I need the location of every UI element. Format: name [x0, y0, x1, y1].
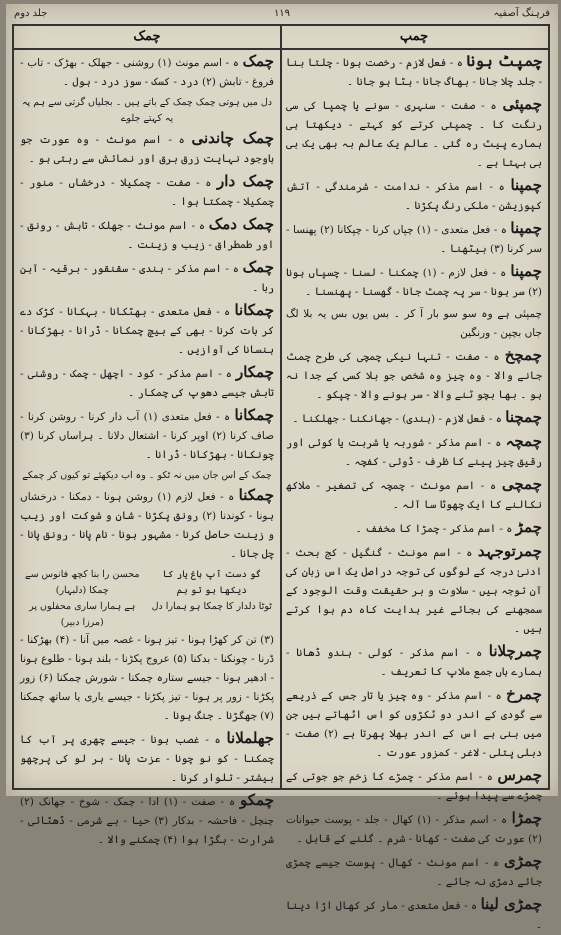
dictionary-entry [286, 518, 542, 539]
definition: ہ - غصب ہونا - جیسے چھری پر آب کا چمکنا - کو نو چونا - عزت پانا - ہر لو کی پرچھو بیشتر - تلوار کرنا ۔ [20, 734, 274, 784]
headword: چمڑی [504, 852, 542, 870]
headword: چمپٹ ہونا [466, 52, 542, 70]
couplet-line: ٹوٹا دلدار کا چمکا ہو ہمارا دل [151, 601, 272, 612]
definition: ہ - فعل لازم - (ہندی) - جھانکنا - جھلکنا ۔ [292, 413, 502, 425]
verse-quote: چمک کے اس جان میں نہ ٹکو ۔ وہ اب دیکھئے تو کیوں کر چمکے [22, 470, 272, 481]
definition: ہ - اسم مذکر - شوربہ یا شربت یا کوئی اور رقیق چیز پینے کا ظرف - ڈوئی - کفچہ ۔ [286, 437, 542, 468]
definition: (۳) تن کر کھڑا ہونا - تیز ہونا - غصہ میں آنا - (۴) بھڑکنا - ڈرنا - چونکنا - بدکنا (۵) عروج پکڑنا - بلند ہونا - طلوع ہونا - ادھیر ہونا - جیسے ستارہ چمکنا - شورش چمکنا (۶) زور پکڑنا - زور پر ہونا - تیز پکڑنا - جیسے یاری یا ساتھ چمکنا (۷) جھگڑنا ۔ جنگ ہونا ۔ [20, 634, 274, 722]
page-frame [12, 24, 550, 931]
definition: ہ - فعل لازم - (۱) چمکنا - لسنا - چسپاں ہونا (۲) سر ہونا - سر پہ چمٹ جانا - گھسنا - پھنسنا ۔ [286, 267, 542, 298]
headword: چمپئی [502, 95, 542, 113]
dictionary-entry [20, 129, 274, 169]
headword: چمرچلانا [488, 642, 542, 660]
dictionary-entry [286, 432, 542, 472]
dictionary-entry [286, 542, 542, 639]
definition: ہ - فعل لازم (۱) روشن ہونا - دمکنا - درخشاں ہونا - کوندنا (۲) رونق پکڑنا - شان و شوکت اور زیب و زینت حاصل کرنا - مشہور ہونا - نام پانا - رونق پانا - چل جانا ۔ [20, 491, 274, 560]
definition: ہ - اسم مذکر - کولی - ہندو ڈھانا - ہمارے ہاں جمع ملاپ کا تعریف ۔ [286, 647, 542, 678]
headword: چمکانا [234, 406, 275, 424]
headword: چمک دمک [208, 215, 274, 233]
headword: چمک [242, 52, 274, 70]
dictionary-entry [286, 219, 542, 259]
dictionary-entry [20, 406, 274, 465]
definition: ہ - صفت - تنہا نیکی چمچی کی طرح چمٹ جانے والا - وہ چیز وہ شخص جو بلا کسی کے جدا نہ ہو ۔ بھا بچو ٹنے والا - سر ہونے والا - چپکو ۔ [286, 351, 542, 401]
definition: ہ - اسم مونث - جھلک - تابش - رونق - اور طمطراق - زیب و زینت ۔ [20, 220, 274, 251]
couplet-line: ہے ہمارا ساری محفلوں پر (مرزا دبیر) [29, 601, 136, 628]
couplet [20, 599, 274, 631]
dictionary-entry [20, 729, 274, 788]
headword: چمڑی لینا [480, 895, 542, 913]
headword: چمکار [235, 363, 274, 381]
headword: چمپنا [510, 219, 542, 237]
dictionary-entry [20, 631, 274, 726]
headword: چمک دار [217, 172, 274, 190]
definition: ہ - فعل لازم - رخصت ہونا - چلتا بنا - جلد چلا جانا - بھاگ جانا - ہٹا ہو جانا ۔ [286, 57, 542, 88]
headword: چمرخ [506, 685, 542, 703]
headword: چمپنا [510, 176, 543, 194]
definition: چمپئی ہے وہ سو سو بار آ کر ۔ بس یوں بس یہ بلا لگ جاں بچپن - ورنگین [286, 308, 542, 339]
dictionary-entry [20, 172, 274, 212]
definition: ہ - اسم مذکر - چمڑا کا مخفف ۔ [355, 523, 513, 535]
headword: چمچی [501, 475, 542, 493]
page-header [14, 8, 550, 22]
dictionary-entry [286, 262, 542, 302]
dictionary-entry [286, 642, 542, 682]
headword: چمک [242, 258, 274, 276]
dictionary-entry [286, 305, 542, 343]
dictionary-entry [20, 301, 274, 360]
couplet-line: گو دست آپ باغ یار کا دیکھا ہو تو ہم [162, 569, 262, 596]
definition: ہ - اسم مونث - کھال - پوست جیسے چمڑی جائے دمڑی نہ جائے ۔ [286, 857, 542, 888]
dictionary-entry [286, 346, 542, 405]
definition: ہ - اسم مذکر - ہندی - سقنقور - برقیہ - آہن ربا ۔ [20, 263, 274, 294]
headword: چمرتوجہد [477, 542, 542, 560]
dictionary-entry [286, 52, 542, 92]
definition: ہ - اسم مذکر - کود - اچھل - چمک - روشنی - تابش جیسے دھوپ کی چمکار ۔ [20, 368, 274, 399]
left-column-title: چمک [14, 26, 280, 50]
header-volume: جلد دوم [14, 8, 48, 19]
headword: چمڑا [511, 809, 542, 827]
dictionary-entry [286, 685, 542, 763]
headword: چمڑ [515, 518, 542, 536]
headword: چمچخ [504, 346, 542, 364]
definition: ہ - صفت - (۱) ادا - چمک - شوخ - جھانک (۲) چنچل - فاحشہ - بدکار (۳) حیا - بے شرمی - ڈھٹائی - شرارت - بگڑا ہوا (۴) چمکنے والا ۔ [20, 796, 274, 846]
definition: ہ - اسم مونث - چمچہ کی تصغیر - ملاکھ نکالنے کا ایک چھوٹا سا آلہ ۔ [286, 480, 542, 511]
dictionary-entry [286, 475, 542, 515]
dictionary-entry [286, 809, 542, 849]
definition: ہ - اسم مذکر - (۱) کھال - جلد - پوست حیوانات (۲) عورت کی صفت - کھانا - شرم ۔ گلنے کے قابل ۔ [286, 814, 542, 845]
right-column-title: چمپ [280, 26, 548, 50]
book-page [6, 4, 558, 931]
dictionary-entry [20, 791, 274, 850]
headword: چمپنا [510, 262, 542, 280]
dictionary-entry [20, 52, 274, 92]
definition: ہ - صفت - سنہری - سونے یا چمپا کی سی رنگت کا ۔ چمپئی کرتے کو کہتے - دیکھتا ہی ہمارے پیٹ رہ گئی ۔ عالم یک عالم بہ بھی یک بی بی بہتا ہے ۔ [286, 100, 542, 169]
header-book-title: فرہنگ آصفیہ [493, 8, 550, 19]
headword: چمچنا [505, 408, 542, 426]
couplet-line: محسن را بنا کچھ فانوس سے چمکا (دلبہار) [25, 569, 140, 596]
definition: ہ - اسم مونث - گنگیل - کج بحث - ادنیٰ درجہ کے لوگوں کی توجہ دراصل یک اس زبان کی آن توجہ ہیں - سلاوت و بر حقیقت وقت الوجود کے سمجھنے کی بجائے غیر ہدایت کاہ دم ہوا کرتے ہیں ۔ [286, 547, 542, 635]
verse-quote: دل میں ہوتی چمک چمک کے باتے ہیں ۔ بجلیاں گرتی سے ہم پہ یہ کہتے جلوے [21, 97, 273, 124]
definition: ہ - اسم مونث - وہ عورت جو باوجود نہایت زرق برق اور نمائش سے رہتی ہو ۔ [20, 134, 274, 165]
headword: چمکانا [234, 301, 274, 319]
headword: چمکو [240, 791, 274, 809]
headword: چمک چاندنی [191, 129, 274, 147]
headword: چمکنا [238, 486, 274, 504]
dictionary-entry [20, 258, 274, 298]
dictionary-entry [20, 486, 274, 564]
definition: ہ - فعل متعدی - مار کر کھال اڑا دینا ۔ [286, 900, 542, 931]
dictionary-entry [20, 215, 274, 255]
page-number: ۱۱۹ [273, 8, 291, 19]
definition: ہ - فعل متعدی - (۱) چپاں کرنا - چپکانا (۲) پھنسا - سر کرنا (۳) بیٹھنا ۔ [286, 224, 542, 255]
definition: ہ - اسم مذکر - چمڑے کا زخم جو جوتی کے چمڑے سے پیدا ہوئے ۔ [286, 771, 542, 802]
definition: ہ - اسم مذکر - وہ چیز یا تار جس کے ذریعے سے گودی کے اندر دو ٹکڑوں کو اس اٹھاتے ہیں جن میں بنی ہے اس کے اندر بھلا پھرتا ہے (۲) صفت - دبلی پتلی - لاغر - کمزور عورت ۔ [286, 690, 542, 759]
dictionary-entry [286, 95, 542, 173]
headword: چمچہ [505, 432, 542, 450]
dictionary-entry [20, 363, 274, 403]
dictionary-entry [286, 766, 542, 806]
dictionary-entry [286, 852, 542, 892]
definition: ہ - اسم مذکر - ندامت - شرمندگی - آتش کپوزیشن - ملکی رنگ پکڑنا ۔ [286, 181, 542, 212]
dictionary-entry [286, 408, 542, 429]
definition: ہ - اسم مونث (۱) روشنی - جھلک - بھڑک - تاب - فروغ - تابش (۲) درد - کسک - سوز درد - ہول ۔ [20, 57, 274, 88]
left-column [14, 52, 280, 846]
definition: ہ - فعل متعدی - بھٹکانا - بہکانا - کڑک دے کر بات کرنا - بھی کے بیچ چمکانا - ڈرانا - بھڑکانا - ہنسانا کی آوازیں ۔ [20, 306, 274, 356]
headword: چمرس [497, 766, 543, 784]
dictionary-entry [286, 895, 542, 935]
definition: ہ - صفت - چمکیلا - درخشاں - منور - چمکیلا - چمکتا ہوا ۔ [20, 177, 274, 208]
definition: ہ - فعل متعدی (۱) آب دار کرنا - روشن کرنا - صاف کرنا (۲) اوپر کرنا - اشتعال دلانا ۔ ہراساں کرنا (۳) چونکانا - بھڑکانا - ڈرانا ۔ [20, 411, 274, 461]
couplet [20, 567, 274, 599]
dictionary-entry [286, 176, 542, 216]
right-column [280, 52, 548, 931]
headword: جھلملانا [226, 729, 275, 747]
